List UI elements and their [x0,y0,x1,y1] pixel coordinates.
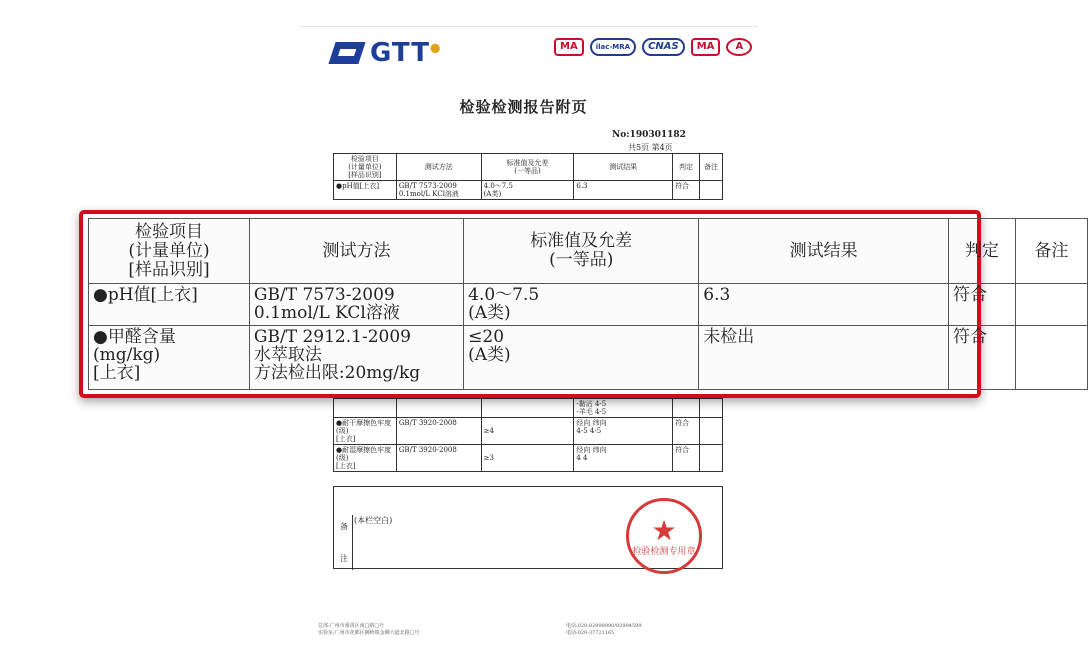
lower-row0-verdict [673,399,700,418]
ilac-mra-logo: ilac-MRA [590,38,636,56]
zoom-header-result: 测试结果 [699,219,949,284]
zoom-header-item: 检验项目 (计量单位) [样品识别] [89,219,250,284]
zoom-row1-method: GB/T 7573-2009 0.1mol/L KCl溶液 [249,284,463,326]
stamp-star-icon: ★ [651,514,677,547]
remarks-label-2: 注 [340,554,348,563]
cnas-logo: CNAS [642,38,685,56]
zoom-row1-verdict: 符合 [949,284,1016,326]
lower-row0-result: -黏沾 4-5 -羊毛 4-5 [574,399,673,418]
header-result: 测试结果 [574,154,673,181]
zoom-header-verdict: 判定 [949,219,1016,284]
report-table-top [333,153,723,200]
lower-row1-remarks [700,418,723,445]
zoom-row1-result: 6.3 [699,284,949,326]
zoom-row2-item: ●甲醛含量 (mg/kg) [上衣] [89,326,250,390]
lower-row2-method: GB/T 3920-2008 [396,445,481,472]
zoom-row1-remarks [1015,284,1087,326]
zoom-header-standard: 标准值及允差 (一等品) [464,219,699,284]
document-title: 检验检测报告附页 [459,98,588,116]
small-row1-verdict: 符合 [673,181,700,200]
brand-name: GTT● [370,38,442,68]
header-verdict: 判定 [673,154,700,181]
official-stamp [626,498,702,574]
zoom-header-remarks: 备注 [1015,219,1087,284]
lower-row2-standard: ≥3 [481,445,574,472]
lower-row0-remarks [700,399,723,418]
cma-logo: MA [554,38,584,56]
small-row1-remarks [700,181,723,200]
gtt-logo-icon [328,42,365,64]
top-rule [300,26,758,27]
footer-right [566,623,642,637]
small-row1-item: ●pH值[上衣] [334,181,397,200]
zoom-header-method: 测试方法 [249,219,463,284]
lower-row1-standard: ≥4 [481,418,574,445]
gtt-logo [332,38,441,68]
lower-row0-item [334,399,397,418]
footer-right-line2: 电话:020-37721165 [566,630,615,636]
lower-row0-standard [481,399,574,418]
footer-right-line1: 电话:020-82998990/82994599 [566,623,642,629]
cal-logo: A [726,38,752,56]
lower-row1-verdict: 符合 [673,418,700,445]
lower-row2-verdict: 符合 [673,445,700,472]
lower-row1-item: ●耐干摩擦色牢度 (级) [上衣] [334,418,397,445]
zoom-row2-remarks [1015,326,1087,390]
footer-left-line2: 实验室:广州市花都区狮岭镇金狮大道北路□号 [318,630,420,636]
certification-logos [554,38,752,56]
report-table-bottom [333,398,723,472]
page-info: 共5页 第4页 [628,143,673,152]
lower-row0-method [396,399,481,418]
remarks-divider [352,515,353,570]
lower-row1-method: GB/T 3920-2008 [396,418,481,445]
lower-row2-item: ●耐湿摩擦色牢度 (级) [上衣] [334,445,397,472]
magnified-table-callout [79,210,1069,398]
zoom-row1-standard: 4.0～7.5 (A类) [464,284,699,326]
remarks-label-1: 备 [340,522,348,531]
magnified-table [88,218,1088,390]
zoom-row2-verdict: 符合 [949,326,1016,390]
header-standard: 标准值及允差 (一等品) [481,154,574,181]
footer-left [318,623,419,637]
stamp-text: 检验检测专用章 [632,547,696,557]
header-method: 测试方法 [396,154,481,181]
footer-left-line1: 总部:广州市番禺区南□路□号 [318,623,385,629]
cma-logo-2: MA [691,38,721,56]
zoom-row2-result: 未检出 [699,326,949,390]
report-number: No:190301182 [612,130,686,140]
zoom-row2-method: GB/T 2912.1-2009 水萃取法 方法检出限:20mg/kg [249,326,463,390]
lower-row2-result: 经向 纬向 4 4 [574,445,673,472]
header-remarks: 备注 [700,154,723,181]
header-item: 检验项目 (计量单位) [样品识别] [334,154,397,181]
lower-row1-result: 经向 纬向 4-5 4-5 [574,418,673,445]
zoom-row1-item: ●pH值[上衣] [89,284,250,326]
remarks-text: (本栏空白) [354,516,393,525]
small-row1-result: 6.3 [574,181,673,200]
lower-row2-remarks [700,445,723,472]
small-row1-method: GB/T 7573-2009 0.1mol/L KCl溶液 [396,181,481,200]
small-row1-standard: 4.0～7.5 (A类) [481,181,574,200]
zoom-row2-standard: ≤20 (A类) [464,326,699,390]
